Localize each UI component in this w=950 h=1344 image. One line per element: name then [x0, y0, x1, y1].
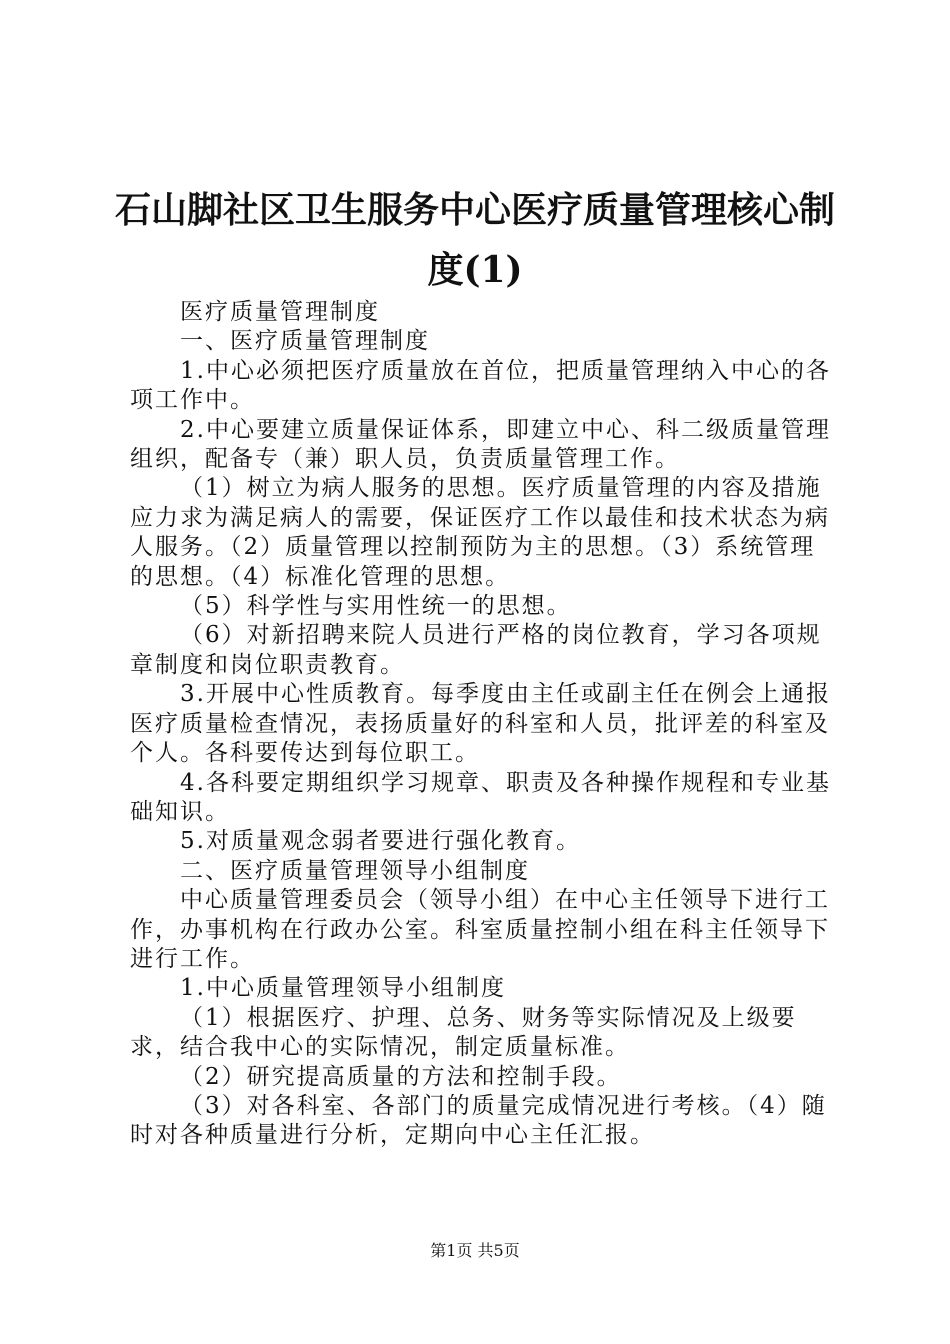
paragraph: 一、医疗质量管理制度: [180, 328, 430, 355]
paragraph: （6）对新招聘来院人员进行严格的岗位教育，学习各项规章制度和岗位职责教育。: [130, 622, 822, 678]
paragraph: 中心质量管理委员会（领导小组）在中心主任领导下进行工作，办事机构在行政办公室。科室质量控制小组在科主任领导下进行工作。: [130, 887, 830, 972]
paragraph: 2.中心要建立质量保证体系，即建立中心、科二级质量管理组织，配备专（兼）职人员，负责质量管理工作。: [130, 416, 831, 473]
paragraph: （3）对各科室、各部门的质量完成情况进行考核。（4）随时对各种质量进行分析，定期向中心主任汇报。: [130, 1092, 827, 1149]
paragraph: 5.对质量观念弱者要进行强化教育。: [180, 828, 581, 855]
paragraph: （2）研究提高质量的方法和控制手段。: [180, 1063, 622, 1090]
paragraph: （1）树立为病人服务的思想。医疗质量管理的内容及措施应力求为满足病人的需要，保证医疗工作以最佳和技术状态为病人服务。（2）质量管理以控制预防为主的思想。（3）系统管理的思想。（4）标准化管理的思想。: [130, 475, 830, 590]
paragraph: （5）科学性与实用性统一的思想。: [180, 593, 572, 620]
paragraph: （1）根据医疗、护理、总务、财务等实际情况及上级要求，结合我中心的实际情况，制定质量标准。: [130, 1004, 797, 1061]
paragraph: 3.开展中心性质教育。每季度由主任或副主任在例会上通报医疗质量检查情况，表扬质量好的科室和人员，批评差的科室及个人。各科要传达到每位职工。: [130, 681, 831, 767]
document-body: [130, 298, 835, 1151]
paragraph: 医疗质量管理制度: [180, 299, 380, 325]
paragraph: 1.中心质量管理领导小组制度: [180, 975, 506, 1002]
paragraph: 1.中心必须把医疗质量放在首位，把质量管理纳入中心的各项工作中。: [130, 357, 831, 414]
paragraph: 4.各科要定期组织学习规章、职责及各种操作规程和专业基础知识。: [130, 769, 831, 825]
document-title-line-1: 石山脚社区卫生服务中心医疗质量管理核心制: [114, 189, 835, 231]
document-title-line-2: 度(1): [427, 249, 523, 291]
paragraph: 二、医疗质量管理领导小组制度: [180, 857, 530, 884]
page-footer: 第1页 共5页: [430, 1241, 520, 1260]
